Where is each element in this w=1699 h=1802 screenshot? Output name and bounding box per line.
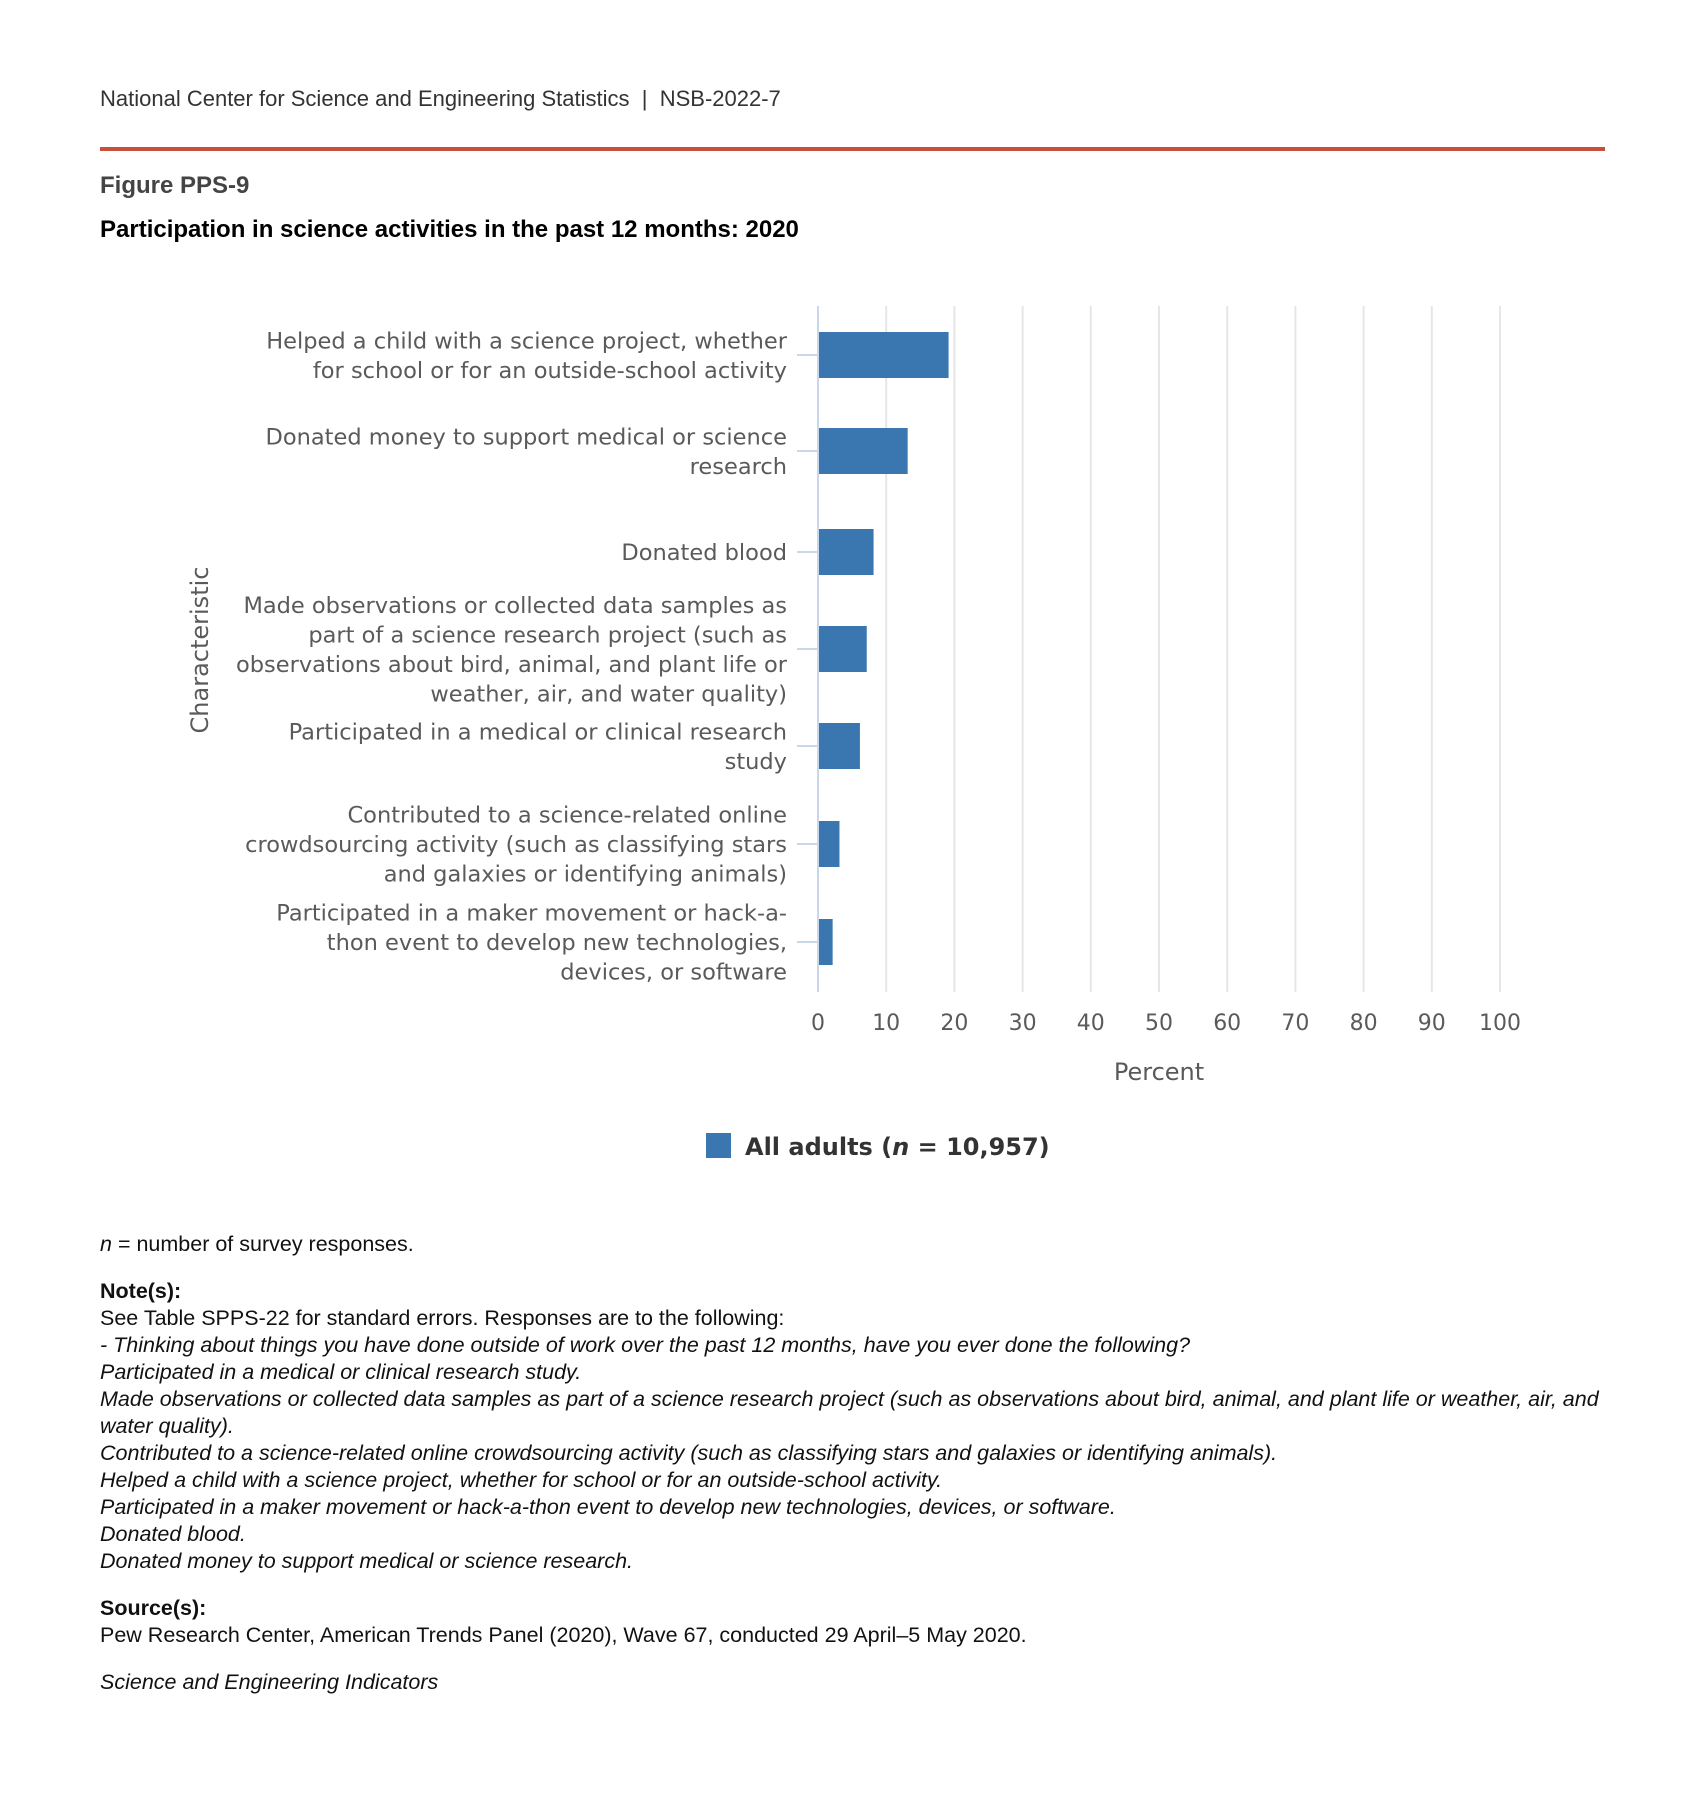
notes-block bbox=[100, 1278, 1620, 1575]
figure-label: Figure PPS-9 bbox=[100, 172, 250, 199]
bar bbox=[819, 723, 860, 769]
x-tick-label: 20 bbox=[940, 1011, 969, 1036]
note-item: Donated money to support medical or science research. bbox=[100, 1549, 633, 1573]
n-definition bbox=[100, 1231, 1620, 1258]
header-rule bbox=[100, 147, 1605, 151]
note-item: Made observations or collected data samples as part of a science research project (such as observations about bird, animal, and plant life or weather, air, and water quality). bbox=[100, 1387, 1599, 1438]
x-tick-label: 90 bbox=[1417, 1011, 1446, 1036]
bar bbox=[819, 626, 867, 672]
x-tick-label: 30 bbox=[1008, 1011, 1037, 1036]
note-item: Participated in a medical or clinical research study. bbox=[100, 1360, 582, 1384]
category-label: Participated in a medical or clinical research study bbox=[288, 719, 787, 775]
category-label: Made observations or collected data samples as part of a science research project (such as observations about bird, animal, and plant life or weather, air, and water quality) bbox=[235, 592, 787, 708]
source-heading: Source(s): bbox=[100, 1596, 207, 1620]
y-axis-title: Characteristic bbox=[186, 566, 214, 734]
notes-heading: Note(s): bbox=[100, 1279, 182, 1303]
category-label: Helped a child with a science project, whether for school or for an outside-school activity bbox=[266, 328, 787, 384]
report-header bbox=[100, 86, 781, 112]
category-label: Donated money to support medical or science research bbox=[265, 424, 787, 480]
org-name: National Center for Science and Engineering Statistics bbox=[100, 86, 630, 111]
legend-label: All adults (n = 10,957) bbox=[745, 1133, 1050, 1161]
n-definition-text: = number of survey responses. bbox=[111, 1232, 414, 1256]
source-block bbox=[100, 1595, 1620, 1649]
footnotes bbox=[100, 1231, 1620, 1696]
note-item: - Thinking about things you have done outside of work over the past 12 months, have you ever done the following? bbox=[100, 1333, 1191, 1357]
legend-swatch bbox=[706, 1133, 731, 1158]
publication-name: Science and Engineering Indicators bbox=[100, 1670, 439, 1694]
bar bbox=[819, 428, 908, 474]
x-tick-label: 80 bbox=[1349, 1011, 1378, 1036]
note-item: Contributed to a science-related online crowdsourcing activity (such as classifying stars and galaxies or identifying animals). bbox=[100, 1441, 1278, 1465]
bar bbox=[819, 919, 833, 965]
x-tick-label: 10 bbox=[872, 1011, 901, 1036]
bar bbox=[819, 821, 839, 867]
category-label: Donated blood bbox=[621, 540, 787, 566]
n-symbol: n bbox=[100, 1232, 112, 1256]
note-item: Donated blood. bbox=[100, 1522, 246, 1546]
source-text: Pew Research Center, American Trends Panel (2020), Wave 67, conducted 29 April–5 May 2020. bbox=[100, 1623, 1027, 1647]
x-axis-title: Percent bbox=[1113, 1058, 1205, 1086]
header-separator: | bbox=[641, 86, 648, 111]
category-label: Participated in a maker movement or hack-a-thon event to develop new technologies, devices, or software bbox=[276, 900, 787, 986]
bar bbox=[819, 529, 874, 575]
x-tick-label: 100 bbox=[1479, 1011, 1521, 1036]
category-label: Contributed to a science-related online crowdsourcing activity (such as classifying stars and galaxies or identifying animals) bbox=[245, 802, 787, 888]
notes-intro: See Table SPPS-22 for standard errors. Responses are to the following: bbox=[100, 1306, 785, 1330]
bar bbox=[819, 332, 949, 378]
x-tick-label: 50 bbox=[1145, 1011, 1173, 1036]
figure-title: Participation in science activities in the past 12 months: 2020 bbox=[100, 216, 799, 243]
note-item: Helped a child with a science project, whether for school or for an outside-school activity. bbox=[100, 1468, 943, 1492]
note-item: Participated in a maker movement or hack-a-thon event to develop new technologies, devices, or software. bbox=[100, 1495, 1116, 1519]
x-tick-label: 40 bbox=[1076, 1011, 1105, 1036]
bar-chart bbox=[0, 280, 1699, 1200]
x-tick-label: 70 bbox=[1281, 1011, 1310, 1036]
x-tick-label: 60 bbox=[1213, 1011, 1242, 1036]
x-tick-label: 0 bbox=[811, 1011, 825, 1036]
report-id: NSB-2022-7 bbox=[659, 86, 781, 111]
